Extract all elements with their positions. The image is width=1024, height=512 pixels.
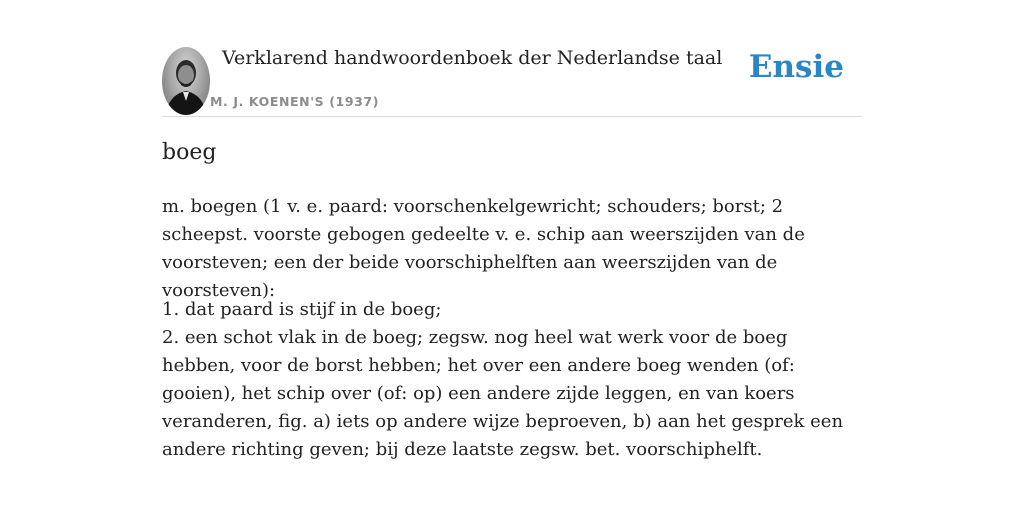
author-label: M. J. KOENEN'S (1937): [210, 94, 380, 109]
dictionary-header: [162, 44, 862, 117]
ensie-logo-link[interactable]: Ensie: [748, 49, 844, 85]
page: [162, 0, 862, 512]
examples-list: [162, 296, 862, 464]
example-item: 2. een schot vlak in de boeg; zegsw. nog heel wat werk voor de boeg hebben, voor de borst hebben; het over een andere boeg wenden (of: gooien), het schip over (of: op) een andere zijde leggen, en van koers veranderen, fig. a) iets op andere wijze beproeven, b) aan het gesprek een andere richting geven; bij deze laatste zegsw. bet. voorschiphelft.: [162, 327, 844, 460]
headword: boeg: [162, 140, 217, 165]
example-item: 1. dat paard is stijf in de boeg;: [162, 299, 442, 320]
book-title: Verklarend handwoordenboek der Nederlandse taal: [222, 47, 723, 69]
definition-text: m. boegen (1 v. e. paard: voorschenkelgewricht; schouders; borst; 2 scheepst. voorste gebogen gedeelte v. e. schip aan weerszijden van de voorsteven; een der beide voorschiphelften aan weerszijden van de voorsteven):: [162, 196, 805, 301]
author-portrait-icon: [162, 47, 210, 115]
